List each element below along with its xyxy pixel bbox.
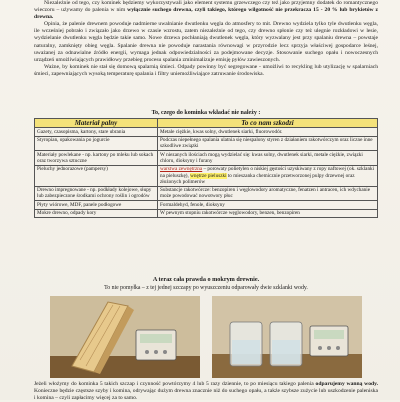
table-row (35, 136, 378, 151)
table-row (35, 151, 378, 166)
wet-wood-caption: To nie pomyłka – z tej jednej szczapy po wyuszczeniu odparowały dwie szklanki wody. (104, 285, 308, 291)
forbidden-fuel-table (34, 118, 378, 218)
wet-wood-section-title (34, 276, 378, 292)
row-material: Mokre drewno, odpady kory (35, 209, 158, 217)
row-harm: Podczas niepełnego spalania ulatnia się niespalony styren z działaniem rakotwórczym oraz liczne inne szkodliwe związki (158, 136, 378, 151)
table-row (35, 165, 378, 186)
wood-billet-photo (50, 296, 200, 378)
table-row (35, 128, 378, 136)
row-harm: Substancje rakotwórcze: benzopiren i węglowodory aromatyczne, fenatzen i antracen, ich wdychanie może powodować nowotwory płuc (158, 186, 378, 201)
outro-text-a: Jeżeli włożymy do kominka 5 takich szczap i czynność powtórzymy 4 lub 5 razy dziennie, to po miesiącu takiego palenia (34, 381, 316, 387)
row-material: Gazety, czasopisma, kartony, stare ubrania (35, 128, 158, 136)
outer-layer-desc: – porowaty polietylen o niskiej gęstości uzyskiwany z ropy naftowej (ok. szklanki na pieluszkę), (160, 166, 375, 179)
wet-wood-heading: A teraz cała prawda o mokrym drewnie. (152, 276, 260, 283)
row-harm: Formaldehyd, fenole, dioksyny (158, 201, 378, 209)
table-row (35, 186, 378, 201)
intro-paragraph-1 (34, 0, 378, 21)
header-harm: To co nam szkodzi (158, 119, 378, 128)
row-harm (158, 165, 378, 186)
row-material: Materiały powlekane - np. kartony po mleku lub sokach oraz tworzywa sztuczne (35, 151, 158, 166)
row-material: Drewno impregnowane - np. podkłady kolejowe, słupy lub zabezpieczone środkami ochrony roślin i ogrodów (35, 186, 158, 201)
row-material: Płyty wiórowe, MDF, panele podłogowe (35, 201, 158, 209)
intro-p1-text: Niezależnie od tego, czy kominek będziemy wykorzystywali jako element systemu grzewczego czy też jako przyjemny dodatek do romantycznego wieczoru – używamy do palenia w nim (34, 0, 378, 14)
outro-text-c: Konieczne będzie częstsze szyby i komina, odrywając dużym drewna znacznie niż do suchego opału, a także szybsze zużycie lub uszkodzenie paleniska i komina – czyli zapłacimy więcej za to samo. (34, 388, 378, 402)
row-harm: Metale ciężkie, kwas solny, dwutlenek siarki, fluorowodór. (158, 128, 378, 136)
table-row (35, 201, 378, 209)
table-title: To, czego do kominka wkładać nie należy : (151, 110, 261, 116)
wood-billet-illustration (50, 296, 200, 378)
inner-layer-term: wnętrze pieluszki (190, 172, 227, 179)
row-harm: W niezanych ilościach mogą wydzielać się: kwas solny, dwutlenek siarki, metale ciężkie, związki chloru, dioksyny i furany (158, 151, 378, 166)
intro-text (34, 0, 378, 78)
outro-text-bold: odparujemy wanną wody. (315, 381, 378, 387)
outer-layer-term: warstwa zewnętrzna (160, 166, 203, 173)
row-harm: W pewnym stopniu rakotwórcze węglowodory, benzen, benzopiren (158, 209, 378, 217)
intro-paragraph-3: Ważne, by kominek nie stał się domową spalarnią śmieci. Odpady powinny być segregowane - umożliwi to recykling lub utylizację w spalarniach śmieci, zapewniających wysoką temperaturę spalania i filtry uniemożliwiające zatruwanie środowiska. (34, 63, 378, 77)
row-material: Pieluchy jednorazowe (pampersy) (35, 165, 158, 186)
table-header-row (35, 119, 378, 128)
outro-text (34, 381, 378, 402)
photo-strip (50, 296, 362, 378)
water-glasses-illustration (212, 296, 362, 378)
header-material: Materiał palny (35, 119, 158, 128)
row-material: Styropian, opakowania po jogurcie (35, 136, 158, 151)
outro-paragraph (34, 381, 378, 402)
inner-layer-desc: to mieszanka chemicznie przetworzonej pulpy drzewnej oraz złożonych polimerów (160, 172, 355, 185)
water-glasses-photo (212, 296, 362, 378)
intro-p1-bold: wyłącznie suchego drewna, czyli takiego, którego wilgotność nie przekracza 15 - 20 % lub brykietów z drewna. (34, 7, 378, 21)
intro-paragraph-2: Opinia, że palenie drewnem powoduje nadmierne uwalnianie dwutlenku węgla do atmosfery to mit. Drewno wydziela tylko tyle dwutlenku węgla, ile wcześniej pobrało i związało jako drzewo w czasie wzrostu, zatem niezależnie od tego, czy drewno spłonie czy też ulegnie rozkładowi w lesie, wydzielanie dwutlenku węgla będzie takie samo. Nowe drzewa pochłaniają dwutlenek węgla, który wyzwalany jest przy spalaniu drewna – powstaje naturalny, zamknięty obieg węgla. Spalanie drewna nie powoduje narastania równowagi w przyrodzie lecz sprzyja właściwej gospodarce leśnej, uważanej za odnawialne źródło energii, wymaga jednak odpowiedzialności za podejmowane decyzje. Stosowanie suchego opału i nowoczesnych urządzeń umożliwiających prawidłowy przebieg procesu spalania zminimalizuje emisję pyłów zawieszonych. (34, 21, 378, 63)
table-row (35, 209, 378, 217)
